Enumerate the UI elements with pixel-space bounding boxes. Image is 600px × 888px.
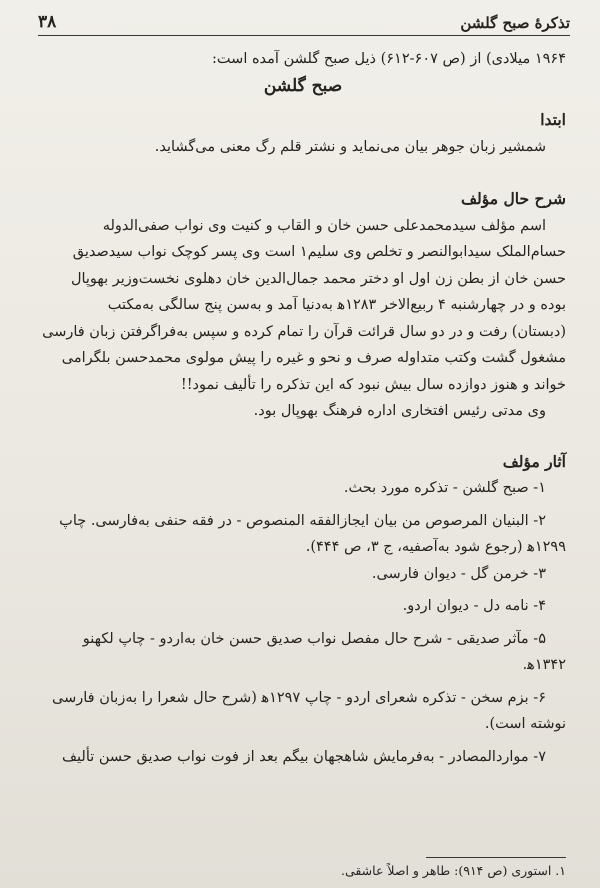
section-heading-biography: شرح حال مؤلف xyxy=(461,189,566,208)
ibtida-text: شمشیر زبان جوهر بیان می‌نماید و نشتر قلم رگ معنی می‌گشاید. xyxy=(154,138,546,155)
biography-line: (دبستان) رفت و در دو سال قرائت قرآن را تمام کرده و سپس به‌فراگرفتن زبان فارسی xyxy=(42,323,566,340)
works-item: ۳- خرمن گل - دیوان فارسی. xyxy=(371,565,546,582)
works-item: ۶- بزم سخن - تذکره شعرای اردو - چاپ ۱۲۹۷ه‍ (شرح حال شعرا را به‌زبان فارسی xyxy=(52,689,546,706)
biography-line: حسن خان از بطن زن اول او دختر محمد جمال‌الدین خان دهلوی نخست‌وزیر بهوپال xyxy=(70,270,566,287)
biography-line: مشغول گشت وکتب متداوله صرف و نحو و غیره را پیش مولوی محمدحسن بلگرامی xyxy=(61,350,566,366)
works-item: ۲- البنیان المرصوص من بیان ایجازالفقه المنصوص - در فقه حنفی به‌فارسی. چاپ xyxy=(59,512,546,529)
footnote-area xyxy=(40,857,566,880)
biography-line: حسام‌الملک سیدابوالنصر و تخلص وی سلیم۱ است وی پسر کوچک نواب سیدصدیق xyxy=(72,244,566,260)
page-header xyxy=(38,6,570,36)
biography-line: اسم مؤلف سیدمحمدعلی حسن خان و القاب و کنیت وی نواب صفی‌الدوله xyxy=(102,217,546,234)
section-heading-ibtida: ابتدا xyxy=(540,110,566,129)
page-body xyxy=(40,46,566,770)
works-item-continuation: نوشته است). xyxy=(484,716,566,732)
running-title: تذکرهٔ صبح گلشن xyxy=(460,14,570,32)
page-number: ۳۸ xyxy=(38,12,57,32)
works-item-continuation: ۱۳۴۲ه‍. xyxy=(522,657,566,673)
intro-line: ۱۹۶۴ میلادی) از (ص ۶۰۷-۶۱۲) ذیل صبح گلشن آمده است: xyxy=(212,51,566,67)
biography-line: وی مدتی رئیس افتخاری اداره فرهنگ بهوپال بود. xyxy=(253,403,546,419)
book-title: صبح گلشن xyxy=(263,75,343,96)
works-item: ۷- مواردالمصادر - به‌فرمایش شاهجهان بیگم بعد از فوت نواب صدیق حسن تألیف xyxy=(62,748,546,765)
footnote-divider xyxy=(426,857,566,858)
works-item-continuation: ۱۲۹۹ه‍ (رجوع شود به‌آصفیه، ج ۳، ص ۴۴۴). xyxy=(305,539,566,555)
biography-line: خواند و هنوز دوازده سال بیش نبود که این تذکره را تألیف نمود!! xyxy=(180,376,566,393)
works-item: ۴- نامه دل - دیوان اردو. xyxy=(402,598,546,614)
footnote: ۱. استوری (ص ۹۱۴): طاهر و اصلاً عاشقی. xyxy=(340,863,566,878)
works-item: ۱- صبح گلشن - تذکره مورد بحث. xyxy=(343,480,546,496)
works-item: ۵- مآثر صدیقی - شرح حال مفصل نواب صدیق حسن خان به‌اردو - چاپ لکهنو xyxy=(82,630,546,647)
biography-line: بوده و در چهارشنبه ۴ ربیع‌الاخر ۱۲۸۳ه‍ به‌دنیا آمد و به‌سن پنج سالگی به‌مکتب xyxy=(107,297,566,313)
section-heading-works: آثار مؤلف xyxy=(502,451,566,471)
